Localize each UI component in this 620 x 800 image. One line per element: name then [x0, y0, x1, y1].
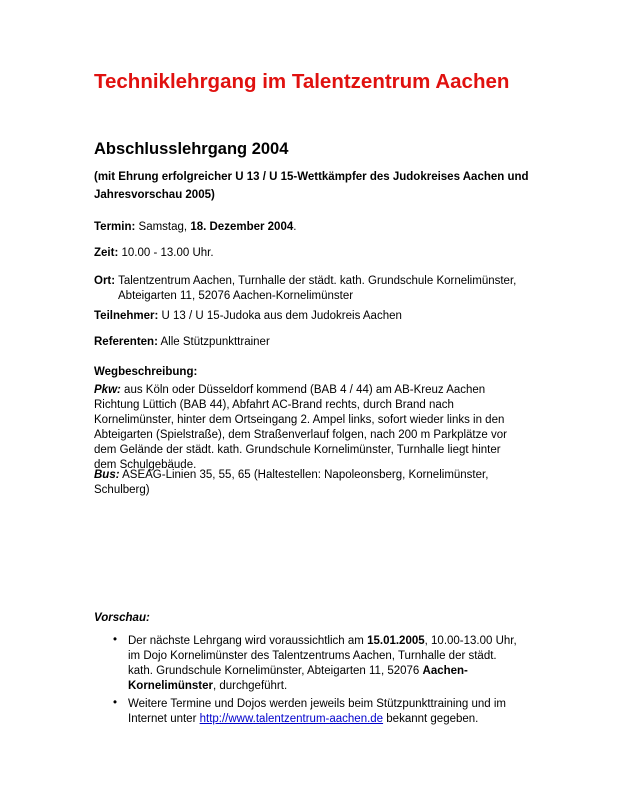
termin-prefix: Samstag, — [138, 221, 188, 233]
termin-row — [94, 220, 296, 235]
pkw-label: Pkw: — [94, 384, 121, 396]
subtitle-note: (mit Ehrung erfolgreicher U 13 / U 15-Wettkämpfer des Judokreises Aachen und Jahresvorschau 2005) — [94, 171, 529, 201]
bullet1-part3: , durchgeführt. — [213, 680, 288, 692]
teilnehmer-label: Teilnehmer: — [94, 310, 159, 322]
document-title: Techniklehrgang im Talentzentrum Aachen — [94, 70, 510, 93]
vorschau-bullet-2 — [128, 697, 524, 727]
termin-date: 18. Dezember 2004 — [190, 221, 294, 233]
zeit-row — [94, 246, 214, 261]
pkw-text: aus Köln oder Düsseldorf kommend (BAB 4 / 44) am AB-Kreuz Aachen Richtung Lüttich (BAB 44), Abfahrt AC-Brand rechts, durch Brand nach Kornelimünster, hinter dem Ortseingang 2. Ampel links, sofort wieder links in den Abteigarten (Spielstraße), dem Straßenverlauf folgen, nach 200 m Parkplätze vor dem Gelände der städt. kath. Grundschule Kornelimünster, Turnhalle liegt hinter dem Schulgebäude. — [94, 384, 507, 471]
bullet-icon: • — [113, 634, 118, 646]
bullet2-part2: bekannt gegeben. — [386, 713, 479, 725]
bullet-icon: • — [113, 697, 118, 709]
bullet1-part1: Der nächste Lehrgang wird voraussichtlich am — [128, 635, 364, 647]
website-link[interactable]: http://www.talentzentrum-aachen.de — [199, 713, 384, 725]
bullet1-part2: , 10.00-13.00 Uhr, im Dojo Kornelimünster des Talentzentrums Aachen, Turnhalle der städt. kath. Grundschule Kornelimünster, Abteigarten 11, 52076 — [128, 635, 517, 677]
bullet1-place: Aachen-Kornelimünster — [128, 665, 468, 692]
vorschau-bullet-1 — [128, 634, 524, 694]
vorschau-heading: Vorschau: — [94, 612, 150, 624]
zeit-label: Zeit: — [94, 247, 119, 259]
bullet1-date: 15.01.2005 — [367, 635, 425, 647]
ort-line1: Talentzentrum Aachen, Turnhalle der städt. kath. Grundschule Kornelimünster, — [118, 275, 517, 287]
ort-line2: Abteigarten 11, 52076 Aachen-Kornelimünster — [118, 290, 354, 302]
referenten-label: Referenten: — [94, 336, 158, 348]
ort-label: Ort: — [94, 275, 116, 287]
bus-label: Bus: — [94, 469, 120, 481]
termin-label: Termin: — [94, 221, 136, 233]
pkw-paragraph — [94, 383, 514, 473]
document-subtitle: Abschlusslehrgang 2004 — [94, 140, 289, 158]
teilnehmer-row — [94, 309, 402, 324]
termin-suffix: . — [293, 221, 297, 233]
bus-text: ASEAG-Linien 35, 55, 65 (Haltestellen: Napoleonsberg, Kornelimünster, Schulberg) — [94, 469, 489, 496]
referenten-row — [94, 335, 270, 350]
bus-paragraph — [94, 468, 514, 498]
teilnehmer-value: U 13 / U 15-Judoka aus dem Judokreis Aachen — [161, 310, 402, 322]
referenten-value: Alle Stützpunkttrainer — [160, 336, 270, 348]
bullet2-part1: Weitere Termine und Dojos werden jeweils beim Stützpunkttraining und im Internet unter — [128, 698, 506, 725]
zeit-value: 10.00 - 13.00 Uhr. — [121, 247, 214, 259]
wegbeschreibung-heading: Wegbeschreibung: — [94, 366, 198, 378]
ort-row — [94, 274, 516, 289]
